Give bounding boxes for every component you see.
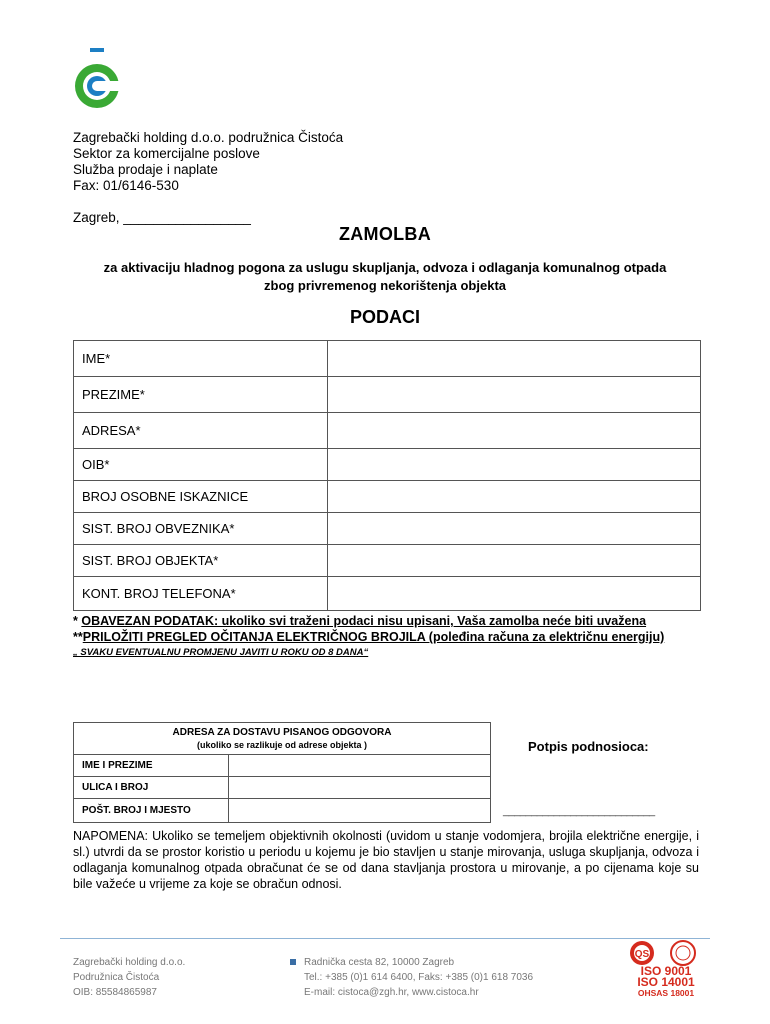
footer-contact [290, 955, 533, 1000]
field-label: PREZIME* [74, 377, 328, 413]
delivery-label: POŠT. BROJ I MJESTO [74, 799, 229, 823]
field-label: IME* [74, 341, 328, 377]
note-text: PRILOŽITI PREGLED OČITANJA ELEKTRIČNOG BROJILA (poleđina računa za električnu energiju) [82, 630, 665, 644]
sender-line: Zagrebački holding d.o.o. podružnica Čistoća [73, 130, 344, 145]
document-subtitle [60, 259, 710, 295]
sender-line: Služba prodaje i naplate [73, 162, 218, 177]
certification-labels [630, 966, 702, 999]
notes [73, 613, 664, 661]
table-row [74, 513, 701, 545]
subtitle-line: za aktivaciju hladnog pogona za uslugu skupljanja, odvoza i odlaganja komunalnog otpada [103, 260, 667, 275]
note-text: OBAVEZAN PODATAK: ukoliko svi traženi podaci nisu upisani, Vaša zamolba neće biti uvažena [81, 614, 647, 628]
table-row [74, 377, 701, 413]
applicant-data-table [73, 340, 701, 611]
attachment-note [73, 629, 664, 645]
delivery-header-title: ADRESA ZA DOSTAVU PISANOG ODGOVORA [172, 727, 392, 738]
field-label: KONT. BROJ TELEFONA* [74, 577, 328, 611]
footer-line: Podružnica Čistoća [73, 972, 160, 983]
delivery-value-postal[interactable] [229, 799, 491, 823]
iso9001-label: ISO 9001 [640, 964, 692, 978]
section-title: PODACI [349, 307, 420, 327]
delivery-address-table [73, 722, 491, 823]
bullet-square-icon [290, 959, 296, 965]
subtitle-line: zbog privremenog nekorištenja objekta [264, 278, 506, 293]
table-row [74, 799, 491, 823]
cistoca-logo [74, 48, 120, 114]
table-header-row [74, 723, 491, 755]
footer-divider [60, 938, 710, 939]
field-value-obveznik[interactable] [328, 513, 701, 545]
delivery-label: ULICA I BROJ [74, 777, 229, 799]
change-notice: „ SVAKU EVENTUALNU PROMJENU JAVITI U ROKU OD 8 DANA“ [73, 647, 369, 658]
napomena-paragraph: NAPOMENA: Ukoliko se temeljem objektivnih okolnosti (uvidom u stanje vodomjera, brojila električne energije, i sl.) utvrdi da se prostor koristio u periodu u kojemu je bio stavljen u stanje mirovanja, usluga skupljanja, odvoza i odlaganja komunalnog otpada obračunat će se od dana stavljanja prostora u mirovanje, a po cijenama koje su bile važeće u vrijeme za koje se obračun odnosi. [73, 829, 699, 891]
field-value-osobna[interactable] [328, 481, 701, 513]
table-row [74, 755, 491, 777]
mandatory-note [73, 613, 664, 629]
field-label: ADRESA* [74, 413, 328, 449]
signature-line[interactable]: ___________________________ [503, 805, 655, 817]
field-value-oib[interactable] [328, 449, 701, 481]
table-row [74, 577, 701, 611]
field-value-telefon[interactable] [328, 577, 701, 611]
delivery-value-name[interactable] [229, 755, 491, 777]
ohsas-label: OHSAS 18001 [637, 988, 695, 998]
signature-label: Potpis podnosioca: [528, 739, 649, 754]
iso14001-label: ISO 14001 [637, 975, 695, 989]
table-row [74, 481, 701, 513]
delivery-value-street[interactable] [229, 777, 491, 799]
footer-address [290, 955, 533, 970]
field-value-adresa[interactable] [328, 413, 701, 449]
note-prefix: ** [73, 630, 83, 644]
sender-address [73, 130, 343, 194]
document-title: ZAMOLBA [338, 224, 432, 244]
field-label: BROJ OSOBNE ISKAZNICE [74, 481, 328, 513]
table-row [74, 777, 491, 799]
field-label: SIST. BROJ OBVEZNIKA* [74, 513, 328, 545]
note-prefix: * [73, 614, 82, 628]
field-value-prezime[interactable] [328, 377, 701, 413]
field-label: SIST. BROJ OBJEKTA* [74, 545, 328, 577]
delivery-header [74, 723, 491, 755]
svg-text:QS: QS [634, 949, 650, 960]
footer-line: Zagrebački holding d.o.o. [73, 957, 186, 968]
sender-line: Sektor za komercijalne poslove [73, 146, 260, 161]
footer-line: OIB: 85584865987 [73, 987, 157, 998]
field-value-ime[interactable] [328, 341, 701, 377]
iqnet-seal-icon [671, 941, 695, 965]
field-label: OIB* [74, 449, 328, 481]
delivery-label: IME I PREZIME [74, 755, 229, 777]
table-row [74, 449, 701, 481]
table-row [74, 413, 701, 449]
table-row [74, 341, 701, 377]
field-value-objekt[interactable] [328, 545, 701, 577]
footer-email-web[interactable]: E-mail: cistoca@zgh.hr, www.cistoca.hr [304, 987, 479, 998]
footer-line: Tel.: +385 (0)1 614 6400, Faks: +385 (0)1 618 7036 [304, 972, 534, 983]
date-line[interactable]: Zagreb, _________________ [73, 210, 251, 225]
footer-line: Radnička cesta 82, 10000 Zagreb [304, 957, 455, 968]
sender-fax: Fax: 01/6146-530 [73, 178, 179, 193]
table-row [74, 545, 701, 577]
footer-company [73, 955, 185, 1000]
delivery-header-subtitle: (ukoliko se razlikuje od adrese objekta ) [196, 740, 368, 750]
